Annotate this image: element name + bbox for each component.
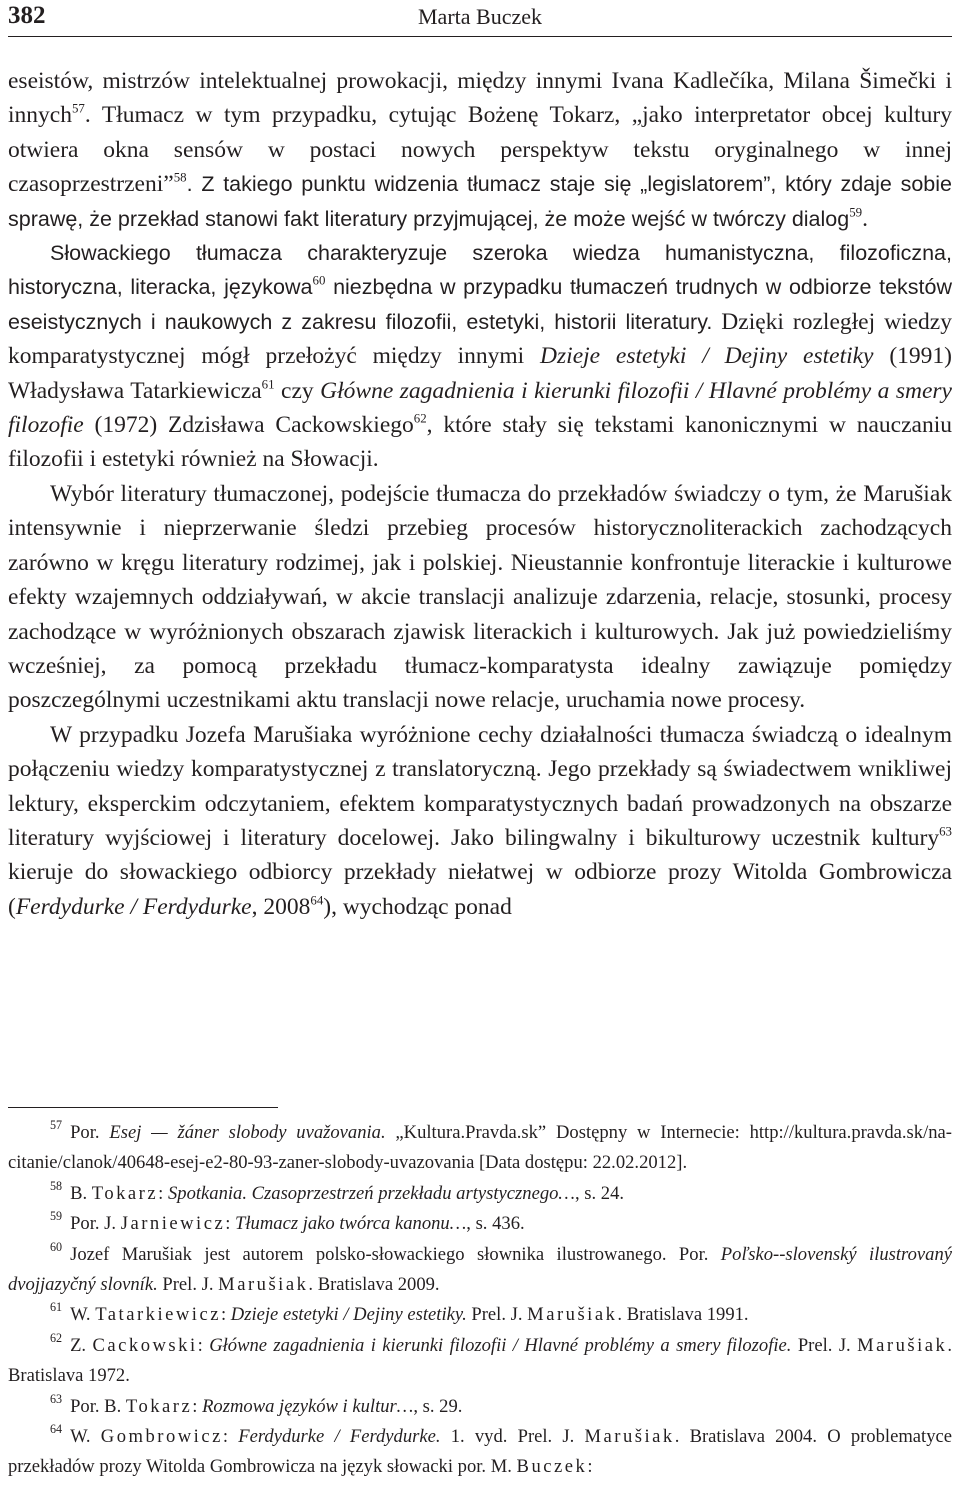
footnote-url[interactable]: „Kultura.Pravda.sk” Dostępny w Internecie: http://kultura.pravda.sk/na-citanie/clanok/40648-esej-e2-80-93-zaner-slobody-uvazovania [Data dostępu: 22.02.2012]. [8,1122,952,1174]
paragraph-1: eseistów, mistrzów intelektualnej prowokacji, między innymi Ivana Kadlečíka, Milana Šimečki i innych$^{57}$. Tłumacz w tym przypadku, cytując Bożenę Tokarz, „jako interpretator obcej kultury otwiera okna sensów w postaci nowych perspektyw tekstu oryginalnego w innej czasoprzestrzeni”$^{58}$. Z takiego punktu widzenia tłumacz staje się „legislatorem”, który zdaje sobie sprawę, że przekład stanowi fakt literatury przyjmującej, że może wejść w twórczy dialog$^{59}$. [8,68,952,232]
running-header [8,0,952,37]
footnote-63: $^{63}$ Por. B. Tokarz: Rozmowa języków i kultur…, s. 29. [50,1391,463,1417]
footnote-61: $^{61}$ W. Tatarkiewicz: Dzieje estetyki / Dejiny estetiky. Prel. J. Marušiak. Bratislava 1991. [50,1300,749,1326]
page-number: 382 [8,2,46,29]
paragraph-3: Wybór literatury tłumaczonej, podejście tłumacza do przekładów świadczy o tym, że Marušiak intensywnie i nieprzerwanie śledzi przebieg procesów historycznoliterackich zachodzących zarówno w kręgu literatury rodzimej, jak i polskiej. Nieustannie konfrontuje literackie i kulturowe efekty wzajemnych oddziaływań, w akcie translacji analizuje zdarzenia, relacje, stosunki, procesy zachodzące w wyróżnionych obszarach zjawisk literackich i kulturowych. Jak już powiedzieliśmy wcześniej, za pomocą przekładu tłumacz-komparatysta idealny zawiązuje pomiędzy poszczególnymi uczestnikami aktu translacji nowe relacje, uruchamia nowe procesy. [8,480,952,714]
paragraph-4: W przypadku Jozefa Marušiaka wyróżnione cechy działalności tłumacza świadczą o idealnym połączeniu wiedzy komparatystycznej z translatoryczną. Jego przekłady są świadectwem wnikliwej lektury, eksperckim odczytaniem, efektem komparatystycznych badań prowadzonych na obszarze literatury wyjściowej i literatury docelowej. Jako bilingwalny i bikulturowy uczestnik kultury$^{63}$ kieruje do słowackiego odbiorcy przekłady niełatwej w odbiorze prozy Witolda Gombrowicza (Ferdydurke / Ferdydurke, 2008$^{64}$), wychodząc ponad [8,721,952,920]
footnote-separator [8,1107,278,1108]
footnote-ref-61[interactable]: 61 [261,375,275,391]
book-title: Główne zagadnienia i kierunki filozofii / Hlavné problémy a smery filozofie [8,377,952,439]
footnote-ref-59[interactable]: 59 [849,203,863,219]
body-text [8,64,952,924]
footnotes [8,1118,952,1483]
footnote-59: $^{59}$ Por. J. Jarniewicz: Tłumacz jako twórca kanonu…, s. 436. [50,1209,525,1235]
paragraph-2: Słowackiego tłumacza charakteryzuje szeroka wiedza humanistyczna, filozoficzna, historyczna, literacka, językowa$^{60}$ niezbędna w przypadku tłumaczeń trudnych w odbiorze tekstów eseistycznych i naukowych z zakresu filozofii, estetyki, historii literatury. Dzięki rozległej wiedzy komparatystycznej mógł przełożyć między innymi Dzieje estetyki / Dejiny estetiky (1991) Władysława Tatarkiewicza$^{61}$ czy Główne zagadnienia i kierunki filozofii / Hlavné problémy a smery filozofie (1972) Zdzisława Cackowskiego$^{62}$, które stały się tekstami kanonicznymi w nauczaniu filozofii i estetyki również na Słowacji. [8,241,952,473]
footnote-62: $^{62}$ Z. Cackowski: Główne zagadnienia i kierunki filozofii / Hlavné problémy a smery filozofie. Prel. J. Marušiak. Bratislava 1972. [8,1330,952,1387]
running-head-author: Marta Buczek [418,4,542,29]
footnote-ref-57[interactable]: 57 [71,100,85,116]
footnote-64: $^{64}$ W. Gombrowicz: Ferdydurke / Ferdydurke. 1. vyd. Prel. J. Marušiak. Bratislava 2004. O problematyce przekładów prozy Witolda Gombrowicza na język słowacki por. M. Buczek: [8,1422,953,1478]
footnote-ref-63[interactable]: 63 [939,823,952,839]
footnote-ref-64[interactable]: 64 [310,892,324,908]
footnote-ref-60[interactable]: 60 [312,272,326,288]
footnote-60: $^{60}$ Jozef Marušiak jest autorem polsko-słowackiego słownika ilustrowanego. Por. Poľsko--slovenský ilustrovaný dvojjazyčný slovník. Prel. J. Marušiak. Bratislava 2009. [8,1239,953,1296]
book-title: Dzieje estetyki / Dejiny estetiky [540,343,874,370]
footnote-ref-62[interactable]: 62 [413,410,427,426]
book-title: Ferdydurke / Ferdydurke [15,893,252,920]
footnote-58: $^{58}$ B. Tokarz: Spotkania. Czasoprzestrzeń przekładu artystycznego…, s. 24. [50,1178,625,1204]
footnote-57: $^{57}$ Por. Esej — žáner slobody uvažovania. „Kultura.Pravda.sk” Dostępny w Internecie: http://kultura.pravda.sk/na-citanie/clanok/40648-esej-e2-80-93-zaner-slobody-uvazovania [Data dostępu: 22.02.2012]. [8,1117,952,1174]
footnote-ref-58[interactable]: 58 [173,169,187,185]
